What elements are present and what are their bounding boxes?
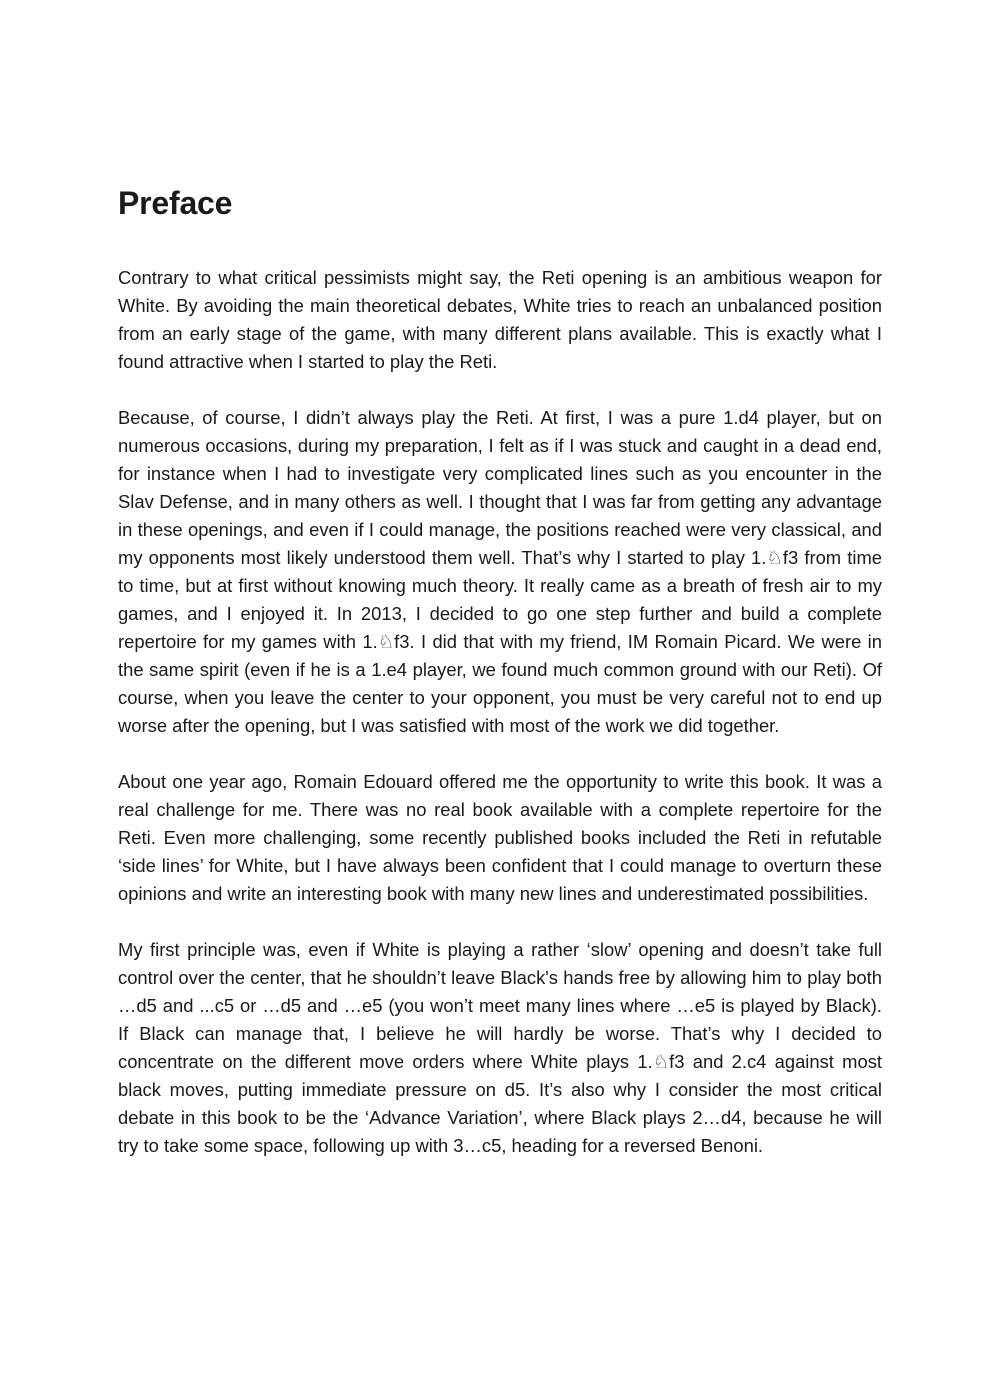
paragraph-1: Contrary to what critical pessimists might say, the Reti opening is an ambitious weapon for White. By avoiding the main theoretical debates, White tries to reach an unbalanced position from an early stage of the game, with many different plans available. This is exactly what I found attractive when I started to play the Reti. — [118, 267, 882, 372]
paragraph-3: About one year ago, Romain Edouard offered me the opportunity to write this book. It was a real challenge for me. There was no real book available with a complete repertoire for the Reti. Even more challenging, some recently published books included the Reti in refutable ‘side lines’ for White, but I have always been confident that I could manage to overturn these opinions and write an interesting book with many new lines and underestimated possibilities. — [118, 771, 882, 904]
page-title: Preface — [118, 185, 233, 221]
document-page — [118, 180, 882, 1188]
paragraph-4: My first principle was, even if White is playing a rather ‘slow’ opening and doesn’t take full control over the center, that he shouldn’t leave Black's hands free by allowing him to play both …d5 and ...c5 or …d5 and …e5 (you won’t meet many lines where …e5 is played by Black). If Black can manage that, I believe he will hardly be worse. That’s why I decided to concentrate on the different move orders where White plays 1.♘f3 and 2.c4 against most black moves, putting immediate pressure on d5. It’s also why I consider the most critical debate in this book to be the ‘Advance Variation’, where Black plays 2…d4, because he will try to take some space, following up with 3…c5, heading for a reversed Benoni. — [118, 939, 882, 1156]
paragraph-2: Because, of course, I didn’t always play the Reti. At first, I was a pure 1.d4 player, but on numerous occasions, during my preparation, I felt as if I was stuck and caught in a dead end, for instance when I had to investigate very complicated lines such as you encounter in the Slav Defense, and in many others as well. I thought that I was far from getting any advantage in these openings, and even if I could manage, the positions reached were very classical, and my opponents most likely understood them well. That’s why I started to play 1.♘f3 from time to time, but at first without knowing much theory. It really came as a breath of fresh air to my games, and I enjoyed it. In 2013, I decided to go one step further and build a complete repertoire for my games with 1.♘f3. I did that with my friend, IM Romain Picard. We were in the same spirit (even if he is a 1.e4 player, we found much common ground with our Reti). Of course, when you leave the center to your opponent, you must be very careful not to end up worse after the opening, but I was satisfied with most of the work we did together. — [118, 407, 882, 736]
